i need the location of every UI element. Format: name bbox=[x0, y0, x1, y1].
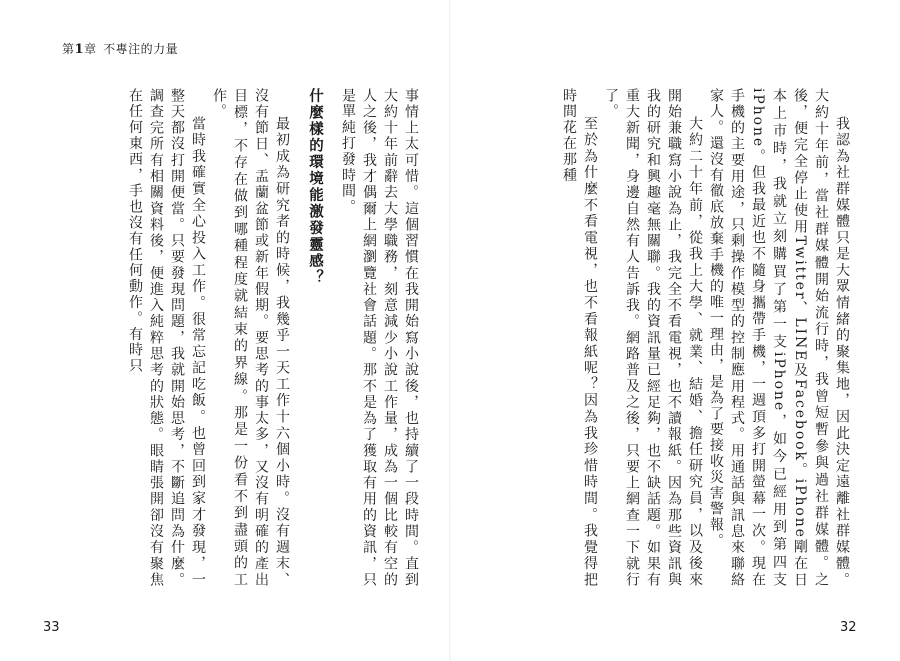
right-page-text bbox=[561, 88, 852, 588]
page-number-left: 33 bbox=[43, 620, 60, 635]
chapter-suffix: 章 bbox=[84, 42, 97, 56]
section-heading: 什麼樣的環境能激發靈感？ bbox=[307, 88, 323, 286]
page-number-right: 32 bbox=[840, 620, 857, 635]
page-gutter bbox=[449, 0, 451, 661]
chapter-number: 1 bbox=[74, 42, 85, 57]
paragraph: 至於為什麼不看電視，也不看報紙呢？因為我珍惜時間。我覺得把時間花在那種 bbox=[561, 88, 598, 588]
paragraph: 最初成為研究者的時候，我幾乎一天工作十六個小時。沒有週末、沒有節日、盂蘭盆節或新年假期。要思考的事太多，又沒有明確的產出目標，不存在做到哪種程度就結束的界線。那是一份看不到盡頭的工作。 bbox=[211, 88, 290, 588]
paragraph: 大約二十年前，從我上大學、就業、結婚、擔任研究員，以及後來開始兼職寫小說為止，我完全不看電視，也不讀報紙。因為那些資訊與我的研究和興趣毫無關聯。我的資訊量已經足夠，也不缺話題。如果有重大新聞，身邊自然有人告訴我。網路普及之後，只要上網查一下就行了。 bbox=[603, 88, 703, 588]
left-page-text bbox=[85, 88, 421, 588]
paragraph: 當時我確實全心投入工作。很常忘記吃飯。也曾回到家才發現，一整天都沒打開便當。只要發現問題，我就開始思考，不斷追問為什麼。調查完所有相關資料後，便進入純粹思考的狀態。眼睛張開卻沒有聚焦在任何東西，手也沒有任何動作。有時只 bbox=[127, 88, 206, 588]
paragraph-continued: 事情上太可惜。這個習慣在我開始寫小說後，也持續了一段時間。直到大約十年前辭去大學職務，刻意減少小說工作量，成為一個比較有空的人之後，我才偶爾上網瀏覽社會話題。那不是為了獲取有用的資訊，只是單純打發時間。 bbox=[340, 88, 419, 588]
chapter-title: 不專注的力量 bbox=[103, 42, 179, 56]
paragraph: 我認為社群媒體只是大眾情緒的聚集地，因此決定遠離社群媒體。大約十年前，當社群媒體開始流行時，我曾短暫參與過社群媒體。之後，便完全停止使用Twitter、LINE及Facebook。iPhone剛在日本上市時，我就立刻購買了第一支iPhone，如今已經用到第四支iPhone。但我最近也不隨身攜帶手機，一週頂多打開螢幕一次。現在手機的主要用途，只剩操作模型的控制應用程式。用通話與訊息來聯絡家人。還沒有徹底放棄手機的唯一理由，是為了要接收災害警報。 bbox=[708, 88, 850, 588]
running-head bbox=[62, 40, 178, 57]
chapter-prefix: 第 bbox=[62, 42, 75, 56]
